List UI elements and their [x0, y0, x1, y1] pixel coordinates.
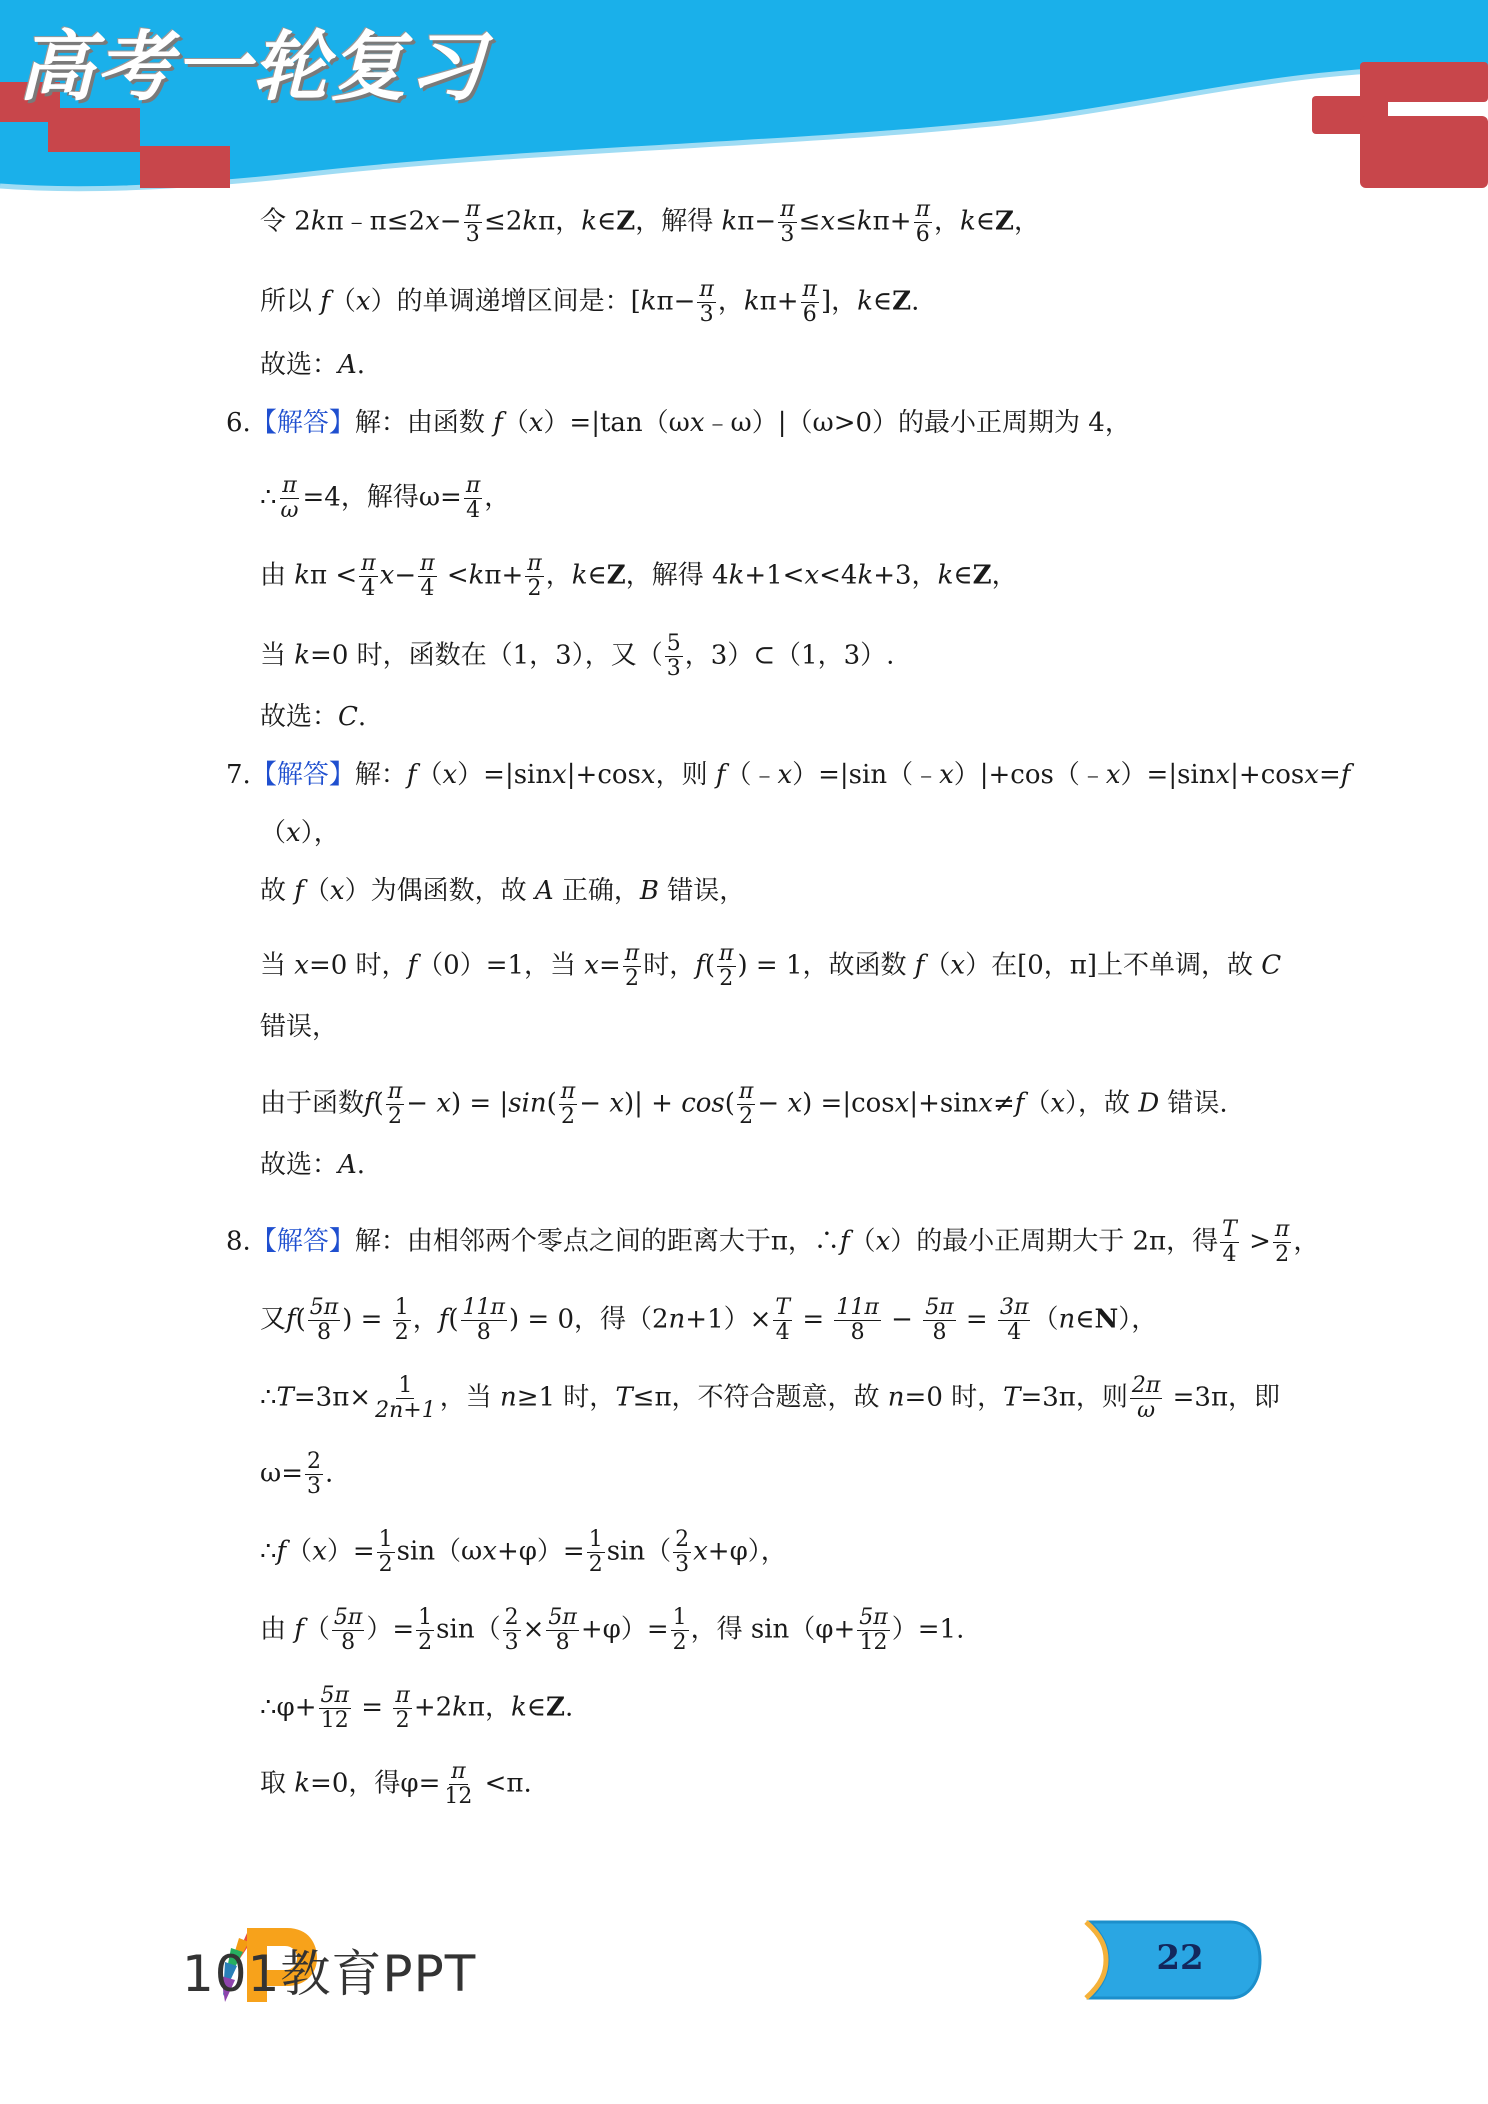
- text-line: ∴φ+ $\frac{5\pi}{12}$ = $\frac{\pi}{2}$ +2kπ，k∈Z.: [260, 1683, 574, 1733]
- answer-8-heading: 8.【解答】解：由相邻两个零点之间的距离大于π，∴f（x）的最小正周期大于 2π，得 $\frac{T}{4}$ > $\frac{\pi}{2}$ ，: [226, 1217, 1320, 1267]
- text-line: 当 k=0 时，函数在（1，3），又（ $\frac{5}{3}$ ，3）⊂（1，3）.: [260, 631, 895, 681]
- text-line: 所以 f（x）的单调递增区间是：[kπ− $\frac{\pi}{3}$ ，kπ+ $\frac{\pi}{6}$ ]，k∈Z.: [260, 277, 920, 327]
- text-line: ∴ $\frac{\pi}{\omega}$ =4，解得ω= $\frac{\pi}{4}$ ，: [260, 473, 511, 523]
- page-number: 22: [1156, 1938, 1204, 1978]
- text-line: 由 f（ $\frac{5\pi}{8}$ ）= $\frac{1}{2}$ sin（ $\frac{2}{3}$ × $\frac{5\pi}{8}$ +φ）= $\frac{1}{2}$ ，得 sin（φ+ $\frac{5\pi}{12}$ ）=1.: [260, 1605, 965, 1655]
- text-line: 由于函数f( $\frac{\pi}{2}$ − x) = |sin( $\frac{\pi}{2}$ − x)| + cos( $\frac{\pi}{2}$ − x) =|cosx|+sinx≠f（x），故 D 错误.: [260, 1079, 1228, 1129]
- text-line: 错误，: [260, 1012, 339, 1042]
- banner-title: 高考一轮复习: [18, 22, 486, 111]
- text-line: 故 f（x）为偶函数，故 A 正确，B 错误，: [260, 876, 746, 906]
- text-line: 又f( $\frac{5\pi}{8}$ ) = $\frac{1}{2}$ ，f( $\frac{11\pi}{8}$ ) = 0，得（2n+1）× $\frac{T}{4}$ = $\frac{11\pi}{8}$ − $\frac{5\pi}{8}$ = $\frac{3\pi}{4}$ （n∈N），: [260, 1295, 1158, 1345]
- text-line: 取 k=0，得φ= $\frac{\pi}{12}$ <π.: [260, 1759, 532, 1809]
- text-line: ∴T=3π× $\frac{1}{2n+1}$ ，当 n≥1 时，T≤π，不符合题意，故 n=0 时，T=3π，则 $\frac{2\pi}{\omega}$ =3π，即: [260, 1373, 1281, 1423]
- text-line: （x），: [260, 818, 340, 848]
- text-line: 故选：A.: [260, 1150, 366, 1180]
- banner-block: [1360, 116, 1488, 188]
- text-line: 当 x=0 时，f（0）=1，当 x= $\frac{\pi}{2}$ 时，f( $\frac{\pi}{2}$ ) = 1，故函数 f（x）在[0，π]上不单调，故 C: [260, 941, 1282, 991]
- text-line: ∴f（x）= $\frac{1}{2}$ sin（ωx+φ）= $\frac{1}{2}$ sin（ $\frac{2}{3}$ x+φ），: [260, 1527, 787, 1577]
- text-line: 故选：C.: [260, 702, 367, 732]
- answer-7-heading: 7.【解答】解：f（x）=|sinx|+cosx，则 f（﹣x）=|sin（﹣x）|+cos（﹣x）=|sinx|+cosx=f: [226, 760, 1351, 790]
- text-line: 由 kπ < $\frac{\pi}{4}$ x− $\frac{\pi}{4}$ <kπ+ $\frac{\pi}{2}$ ，k∈Z，解得 4k+1<x<4k+3，k∈Z，: [260, 551, 1018, 601]
- answer-6-heading: 6.【解答】解：由函数 f（x）=|tan（ωx﹣ω）|（ω>0）的最小正周期为 4，: [226, 408, 1131, 438]
- text-line: ω= $\frac{2}{3}$ .: [260, 1449, 334, 1499]
- banner-block: [140, 146, 230, 188]
- text-line: 故选：A.: [260, 350, 366, 380]
- publisher-logo-text: 101教育PPT: [182, 1945, 477, 2003]
- text-line: 令 2kπ﹣π≤2x− $\frac{\pi}{3}$ ≤2kπ，k∈Z，解得 kπ− $\frac{\pi}{3}$ ≤x≤kπ+ $\frac{\pi}{6}$ ，k∈Z，: [260, 197, 1040, 247]
